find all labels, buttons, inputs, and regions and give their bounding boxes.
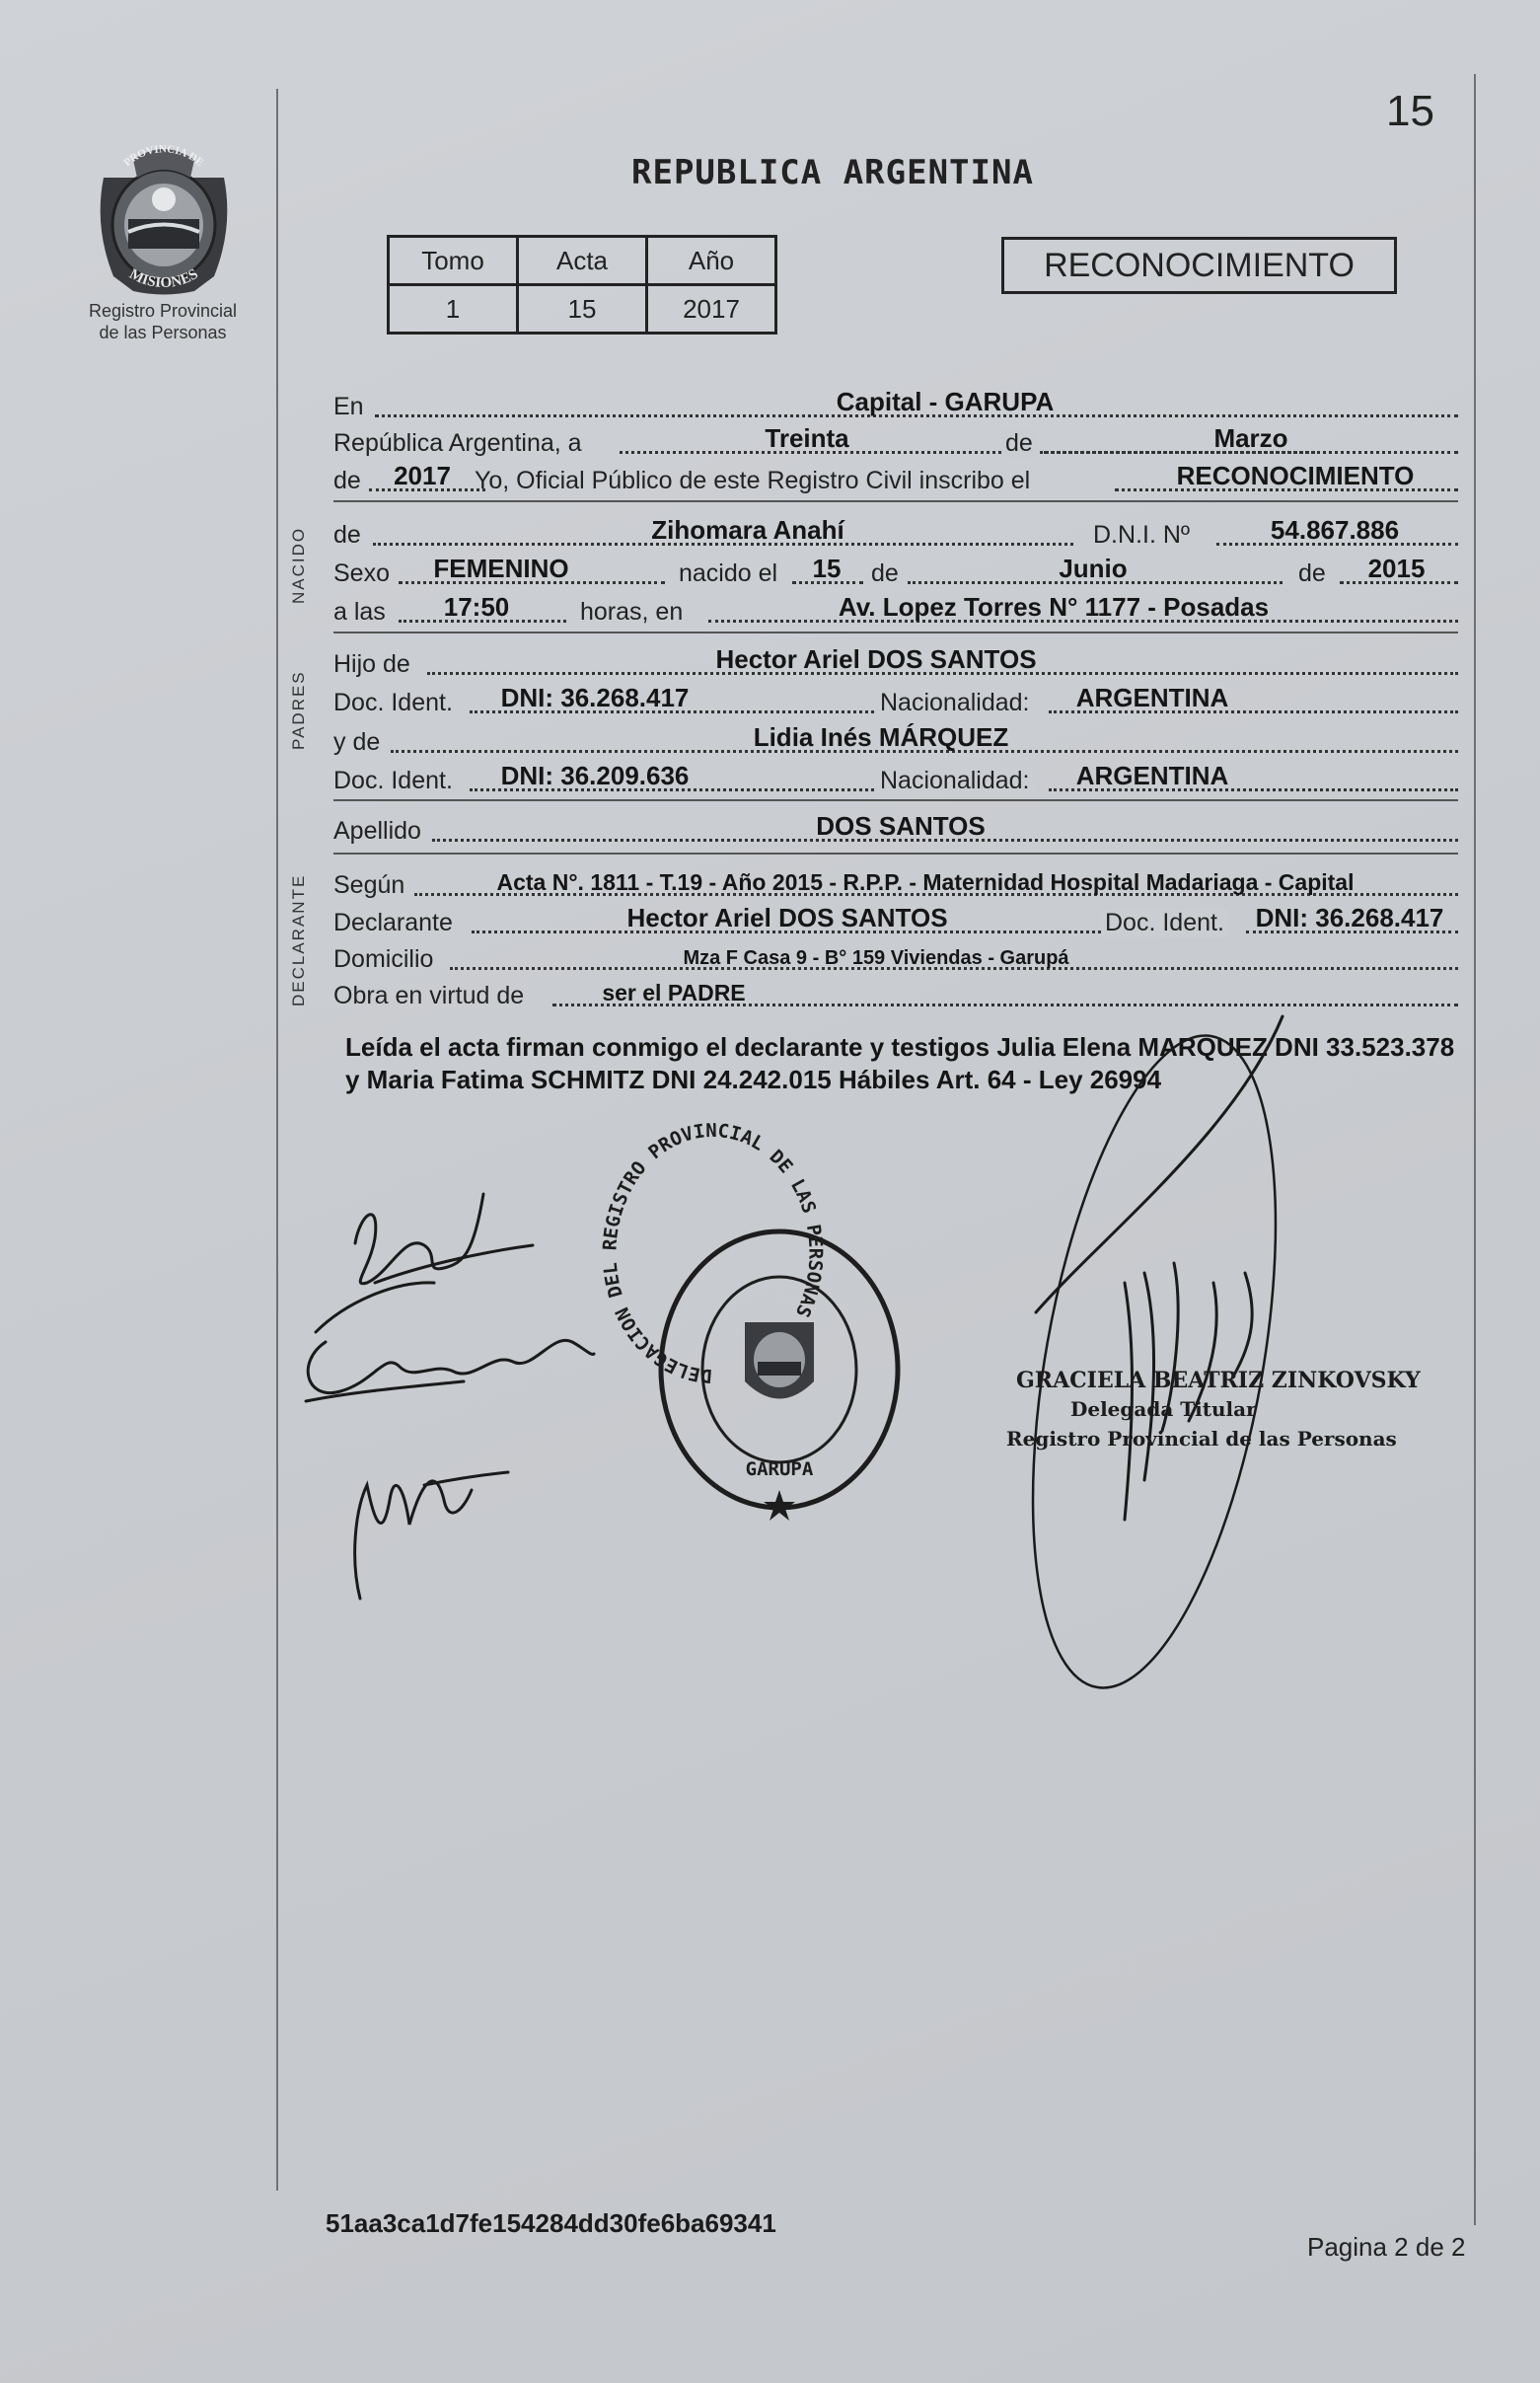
label-declarante: Declarante	[333, 909, 453, 936]
registry-caption-line2: de las Personas	[99, 323, 227, 342]
delegation-stamp	[599, 1120, 898, 1521]
label-doc-ident-father: Doc. Ident.	[333, 689, 453, 716]
value-segun: Acta N°. 1811 - T.19 - Año 2015 - R.P.P. - Maternidad Hospital Madariaga - Capital	[496, 869, 1355, 895]
logo-bottom-text: MISIONES	[126, 265, 201, 292]
official-signature	[990, 1016, 1318, 1706]
value-place: Capital - GARUPA	[836, 387, 1055, 416]
registry-caption-line1: Registro Provincial	[88, 301, 238, 321]
official-name: GRACIELA BEATRIZ ZINKOVSKY	[1016, 1368, 1421, 1393]
closing-note: Leída el acta firman conmigo el declarante y testigos Julia Elena MARQUEZ DNI 33.523.378 y Maria Fatima SCHMITZ DNI 24.242.015 Hábiles Art. 64 - Ley 26994	[345, 1032, 1455, 1094]
value-mother-nationality: ARGENTINA	[1075, 761, 1229, 790]
stamp-shield-icon	[745, 1322, 814, 1399]
value-child-dni: 54.867.886	[1270, 515, 1400, 545]
label-inscribo: Yo, Oficial Público de este Registro Civil inscribo el	[475, 467, 1031, 494]
record-type-box: RECONOCIMIENTO	[1001, 237, 1397, 294]
value-declarante-doc: DNI: 36.268.417	[1255, 903, 1444, 932]
value-tomo: 1	[389, 285, 518, 334]
value-birth-month: Junio	[1059, 554, 1128, 583]
value-father-name: Hector Ariel DOS SANTOS	[715, 644, 1037, 674]
value-day: Treinta	[765, 423, 849, 453]
value-father-doc: DNI: 36.268.417	[500, 683, 690, 712]
value-act: RECONOCIMIENTO	[1176, 461, 1415, 490]
witness-signatures	[306, 1194, 594, 1599]
document-title: REPUBLICA ARGENTINA	[631, 153, 1034, 192]
label-en: En	[333, 393, 364, 420]
value-acta: 15	[518, 285, 647, 334]
label-apellido: Apellido	[333, 817, 421, 845]
stamp-ring-text: DELEGACION DEL REGISTRO PROVINCIAL DE LAS PERSONAS	[599, 1119, 827, 1387]
side-label-nacido: NACIDO	[289, 526, 308, 604]
value-father-nationality: ARGENTINA	[1075, 683, 1229, 712]
label-a-las: a las	[333, 598, 386, 626]
label-sexo: Sexo	[333, 559, 390, 587]
value-child-name: Zihomara Anahí	[651, 515, 844, 545]
header-acta: Acta	[518, 237, 647, 285]
side-label-declarante: DECLARANTE	[289, 873, 308, 1006]
label-domicilio: Domicilio	[333, 945, 434, 973]
label-doc-ident-declarante: Doc. Ident.	[1101, 909, 1228, 937]
label-republica: República Argentina, a	[333, 429, 582, 457]
value-mother-name: Lidia Inés MÁRQUEZ	[753, 722, 1009, 752]
value-sexo: FEMENINO	[433, 554, 569, 583]
label-y-de: y de	[333, 728, 381, 756]
label-segun: Según	[333, 871, 405, 899]
label-nacionalidad-mother: Nacionalidad:	[876, 767, 1034, 795]
value-birth-time: 17:50	[443, 592, 510, 622]
stamp-bottom-text: GARUPA	[745, 1458, 814, 1480]
value-month: Marzo	[1213, 423, 1288, 453]
label-doc-ident-mother: Doc. Ident.	[333, 767, 453, 794]
page-number: 15	[1386, 87, 1434, 135]
logo-top-text: PROVINCIA DE	[121, 143, 206, 170]
document-hash: 51aa3ca1d7fe154284dd30fe6ba69341	[326, 2208, 776, 2238]
value-birth-year: 2015	[1367, 554, 1426, 583]
label-hijo-de: Hijo de	[333, 650, 410, 678]
label-horas-en: horas, en	[580, 598, 684, 626]
value-ano: 2017	[647, 285, 776, 334]
value-birth-day: 15	[812, 554, 842, 583]
label-de-month: de	[1001, 429, 1037, 458]
value-mother-doc: DNI: 36.209.636	[500, 761, 690, 790]
label-nacionalidad-father: Nacionalidad:	[876, 689, 1034, 717]
label-nacido-el: nacido el	[679, 559, 778, 587]
value-obra: ser el PADRE	[602, 980, 746, 1005]
value-year: 2017	[394, 461, 451, 490]
value-birth-place: Av. Lopez Torres N° 1177 - Posadas	[838, 592, 1270, 622]
official-title: Delegada Titular	[1070, 1397, 1257, 1421]
side-label-padres: PADRES	[289, 670, 308, 750]
page-footer: Pagina 2 de 2	[1307, 2232, 1466, 2262]
header-tomo: Tomo	[389, 237, 518, 285]
official-stamp-text	[1006, 1368, 1421, 1451]
label-dni: D.N.I. Nº	[1093, 521, 1191, 549]
value-apellido: DOS SANTOS	[816, 811, 986, 841]
label-de-name: de	[333, 521, 361, 549]
label-de-birth-month: de	[871, 559, 899, 587]
label-de-birth-year: de	[1298, 559, 1326, 587]
value-declarante-name: Hector Ariel DOS SANTOS	[626, 903, 948, 932]
official-office: Registro Provincial de las Personas	[1006, 1427, 1397, 1451]
header-ano: Año	[647, 237, 776, 285]
value-domicilio: Mza F Casa 9 - B° 159 Viviendas - Garupá	[683, 947, 1069, 969]
label-obra: Obra en virtud de	[333, 982, 525, 1009]
label-de-year: de	[333, 467, 361, 494]
